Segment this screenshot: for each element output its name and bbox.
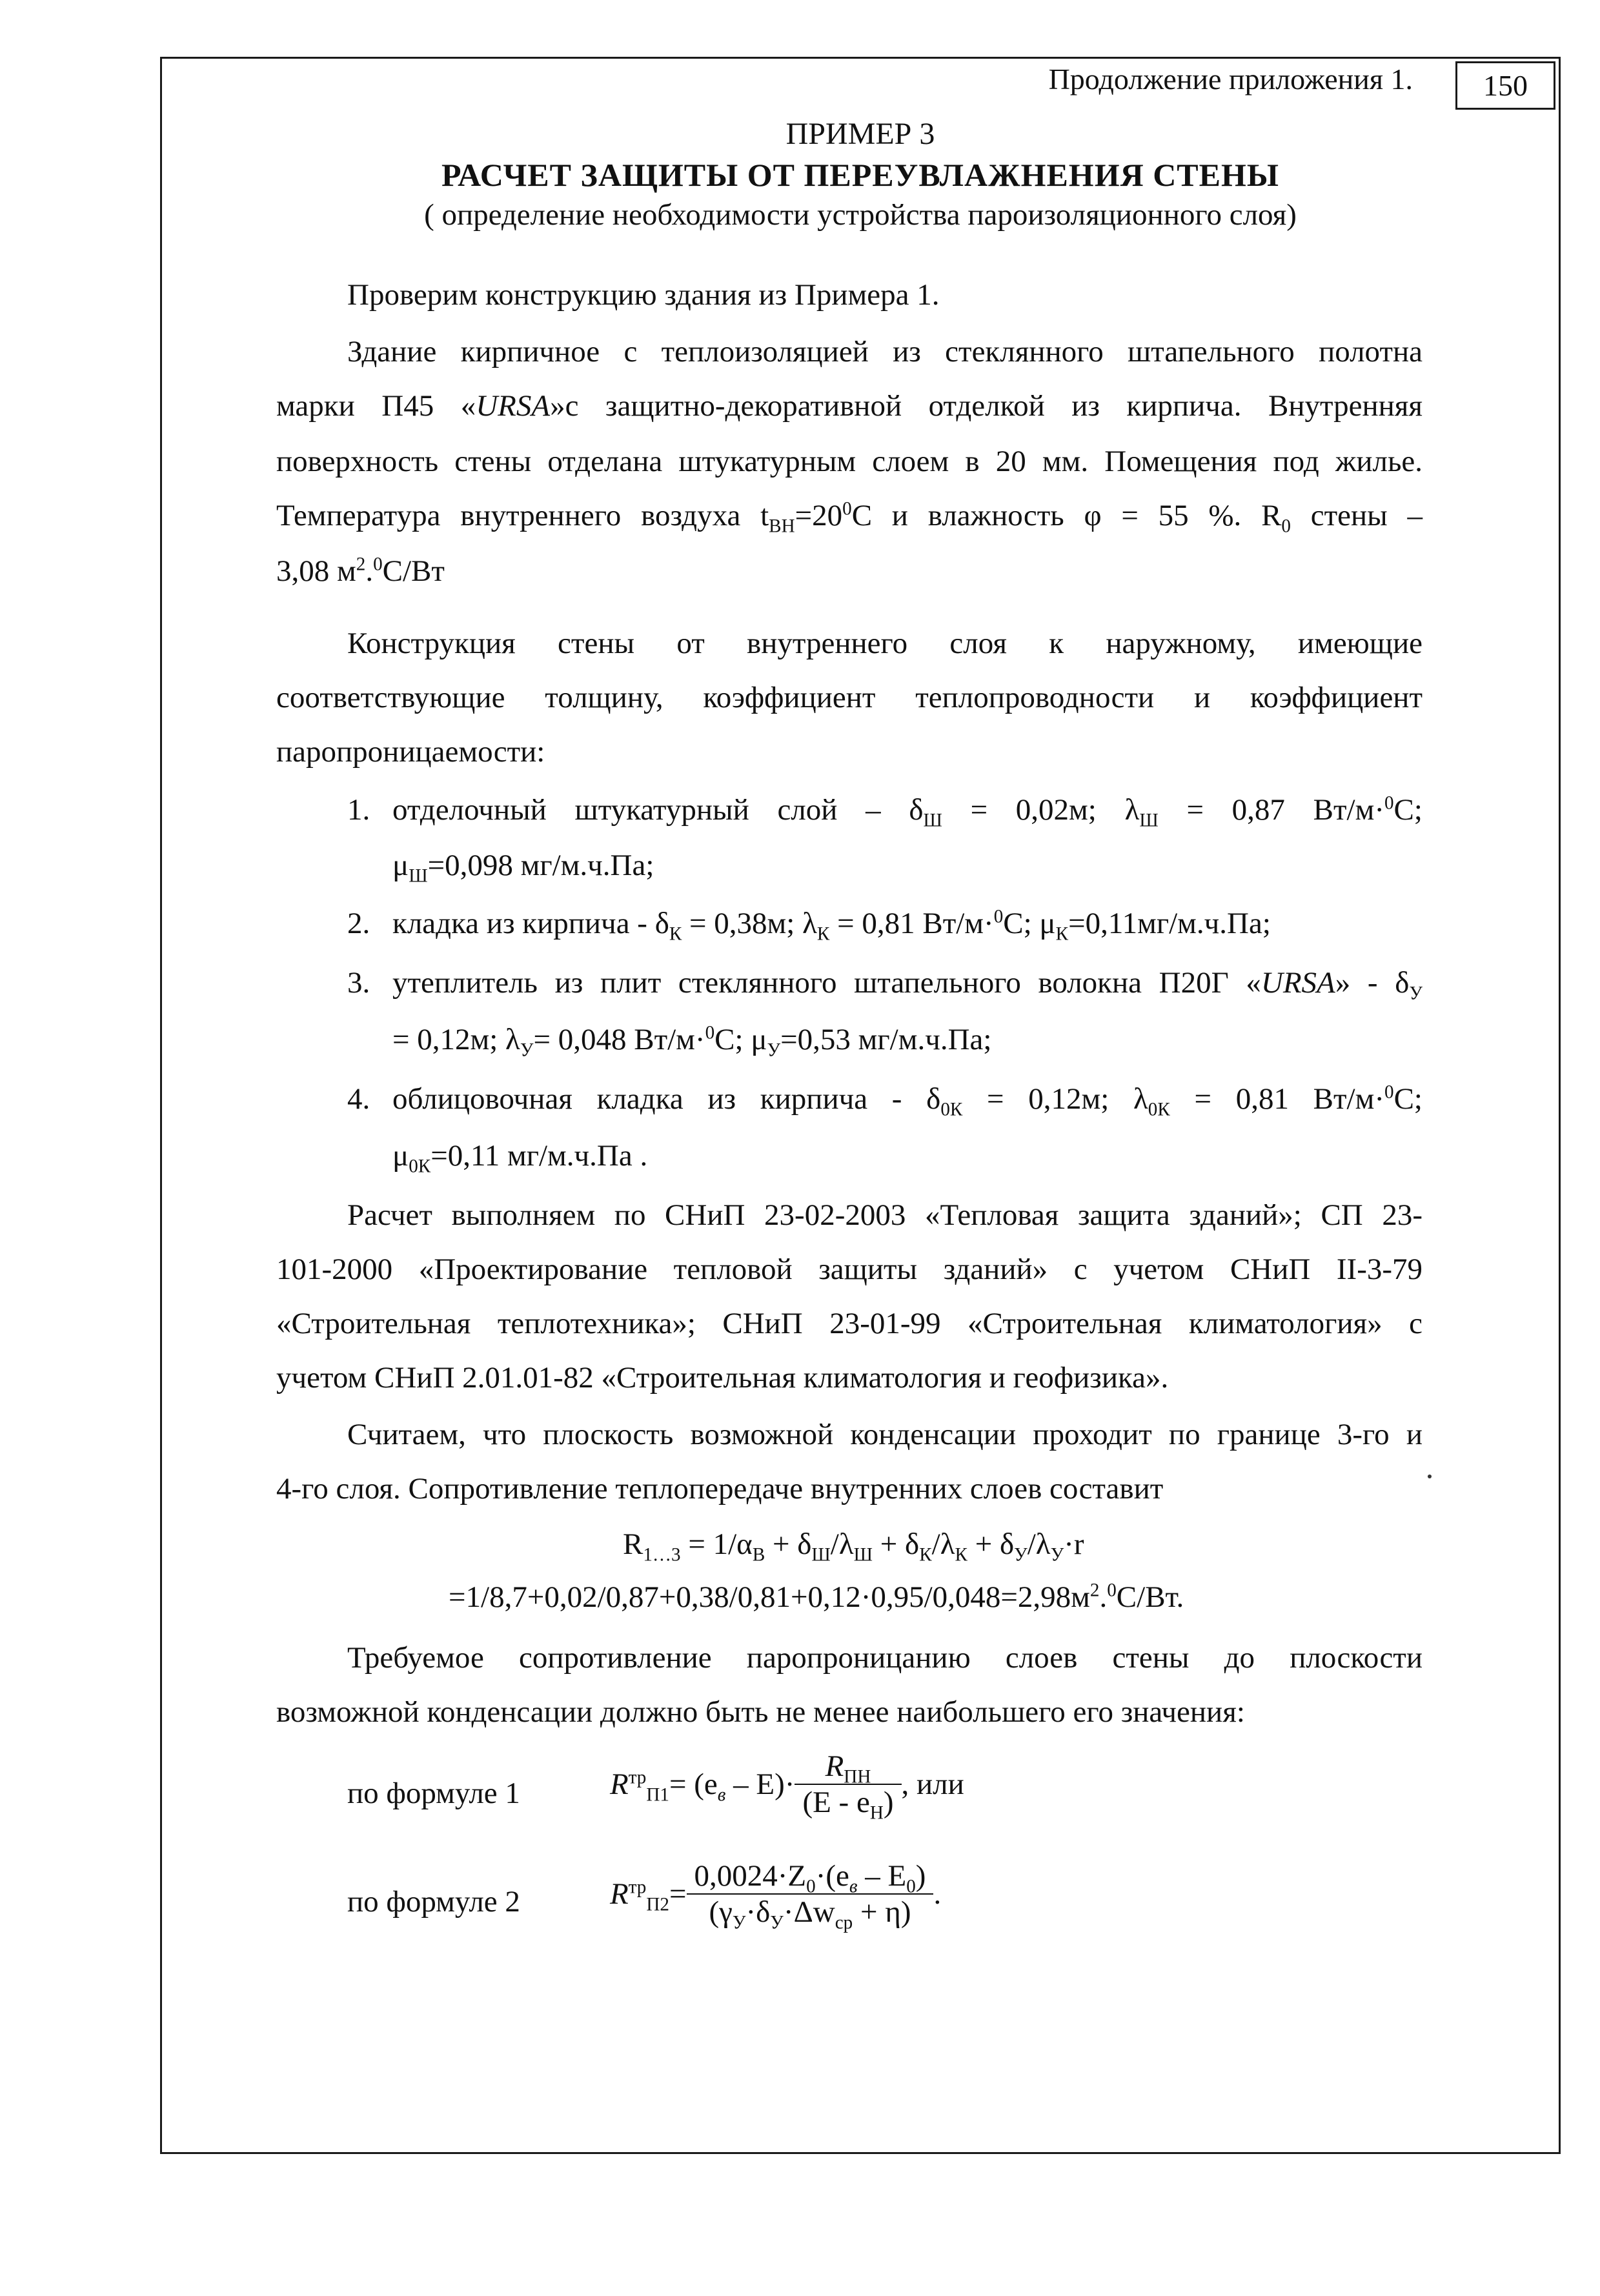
- condensation-line-2: 4-го слоя. Сопротивление теплопередаче внутренних слоев составит: [276, 1472, 1164, 1505]
- required-line-1: Требуемое сопротивление паропроницанию слоев стены до плоскости: [347, 1641, 1423, 1675]
- norms-line-2: 101-2000 «Проектирование тепловой защиты зданий» с учетом СНиП II-3-79: [276, 1253, 1423, 1286]
- formula-1: $R^{тр}_{П1}$ = $(e_в - E)\cdot$ $\frac{R_{ПН}}{(E - e_Н)}$ , или: [610, 1749, 964, 1824]
- layer-number: 1.: [347, 793, 370, 827]
- norms-line-4: учетом СНиП 2.01.01-82 «Строительная климатология и геофизика».: [276, 1361, 1169, 1395]
- intro-line-4: Температура внутреннего воздуха $t_{ВН}=20^0С$ и влажность φ = 55 %. $R_0$ стены –: [276, 498, 1423, 537]
- formula-2: $R^{тр}_{П2}$ = $\frac{0,0024\cdot Z_0\cdot(e_в - E_0)}{(\gamma_У\cdot\delta_У\cdot\Delta w_{ср} + \eta)}$ .: [610, 1859, 942, 1933]
- intro-line-1: Здание кирпичное с теплоизоляцией из стеклянного штапельного полотна: [347, 335, 1423, 368]
- intro-check: Проверим конструкцию здания из Примера 1.: [347, 278, 940, 312]
- layer-1-line-1: отделочный штукатурный слой – $\delta_Ш = 0,02м$; $\lambda_Ш = 0,87$ Вт/м·$^0$С;: [392, 792, 1423, 831]
- example-title: ПРИМЕР 3: [785, 117, 935, 151]
- continuation-note: Продолжение приложения 1.: [1048, 63, 1413, 96]
- intro-line-3: поверхность стены отделана штукатурным слоем в 20 мм. Помещения под жилье.: [276, 445, 1423, 478]
- construction-line-2: соответствующие толщину, коэффициент теплопроводности и коэффициент: [276, 681, 1423, 714]
- layer-2-line-1: кладка из кирпича - $\delta_К = 0,38м$; $\lambda_К = 0,81$ Вт/м·$^0$С; $\mu_К=0,11мг/м.ч.Па$;: [392, 906, 1271, 945]
- intro-line-5: 3,08 $м^2.^0С/Вт$: [276, 554, 445, 588]
- formula-1-fraction: $\frac{R_{ПН}}{(E - e_Н)}$: [795, 1749, 901, 1820]
- layer-4-line-1: облицовочная кладка из кирпича - $\delta_{0К} = 0,12м$; $\lambda_{0К} = 0,81$ Вт/м·$^0$С;: [392, 1082, 1423, 1120]
- norms-line-3: «Строительная теплотехника»; СНиП 23-01-99 «Строительная климатология» с: [276, 1307, 1423, 1340]
- intro-line-2: марки П45 «URSA»с защитно-декоративной отделкой из кирпича. Внутренняя: [276, 389, 1423, 423]
- norms-line-1: Расчет выполняем по СНиП 23-02-2003 «Тепловая защита зданий»; СП 23-: [347, 1198, 1423, 1232]
- construction-line-1: Конструкция стены от внутреннего слоя к наружному, имеющие: [347, 627, 1423, 660]
- layer-1-line-2: $\mu_Ш=0,098$ мг/м.ч.Па;: [392, 849, 654, 887]
- section-subtitle: ( определение необходимости устройства пароизоляционного слоя): [424, 198, 1297, 232]
- required-line-2: возможной конденсации должно быть не менее наибольшего его значения:: [276, 1695, 1245, 1729]
- layer-number: 4.: [347, 1082, 370, 1116]
- formula-r13: $R_{1\dots 3} = 1/\alpha_В + \delta_Ш/\lambda_Ш + \delta_К/\lambda_К + \delta_У/\lambda_У\cdot r$: [623, 1527, 1084, 1566]
- scan-speck: [1428, 1475, 1432, 1478]
- layer-3-line-1: утеплитель из плит стеклянного штапельного волокна П20Г «URSA» - $\delta_У$: [392, 966, 1423, 1004]
- layer-number: 2.: [347, 907, 370, 940]
- layer-number: 3.: [347, 966, 370, 1000]
- construction-line-3: паропроницаемости:: [276, 735, 545, 769]
- page-number: 150: [1455, 61, 1555, 110]
- formula-2-fraction: $\frac{0,0024\cdot Z_0\cdot(e_в - E_0)}{(\gamma_У\cdot\delta_У\cdot\Delta w_{ср} + \eta)}$: [687, 1858, 934, 1929]
- formula-1-label: по формуле 1: [347, 1777, 520, 1810]
- layer-4-line-2: $\mu_{0К}=0,11$ мг/м.ч.Па .: [392, 1139, 648, 1177]
- section-heading: РАСЧЕТ ЗАЩИТЫ ОТ ПЕРЕУВЛАЖНЕНИЯ СТЕНЫ: [441, 157, 1279, 193]
- condensation-line-1: Считаем, что плоскость возможной конденсации проходит по границе 3-го и: [347, 1418, 1423, 1451]
- formula-r13-value: $=1/8,7+0,02/0,87+0,38/0,81+0,12\cdot 0,95/0,048=2,98м^2.^0С/Вт$.: [449, 1580, 1184, 1614]
- layer-3-line-2: = 0,12м; $\lambda_У= 0,048$ Вт/м·$^0$С; $\mu_У=0,53$ мг/м.ч.Па;: [392, 1022, 992, 1061]
- formula-2-label: по формуле 2: [347, 1885, 520, 1918]
